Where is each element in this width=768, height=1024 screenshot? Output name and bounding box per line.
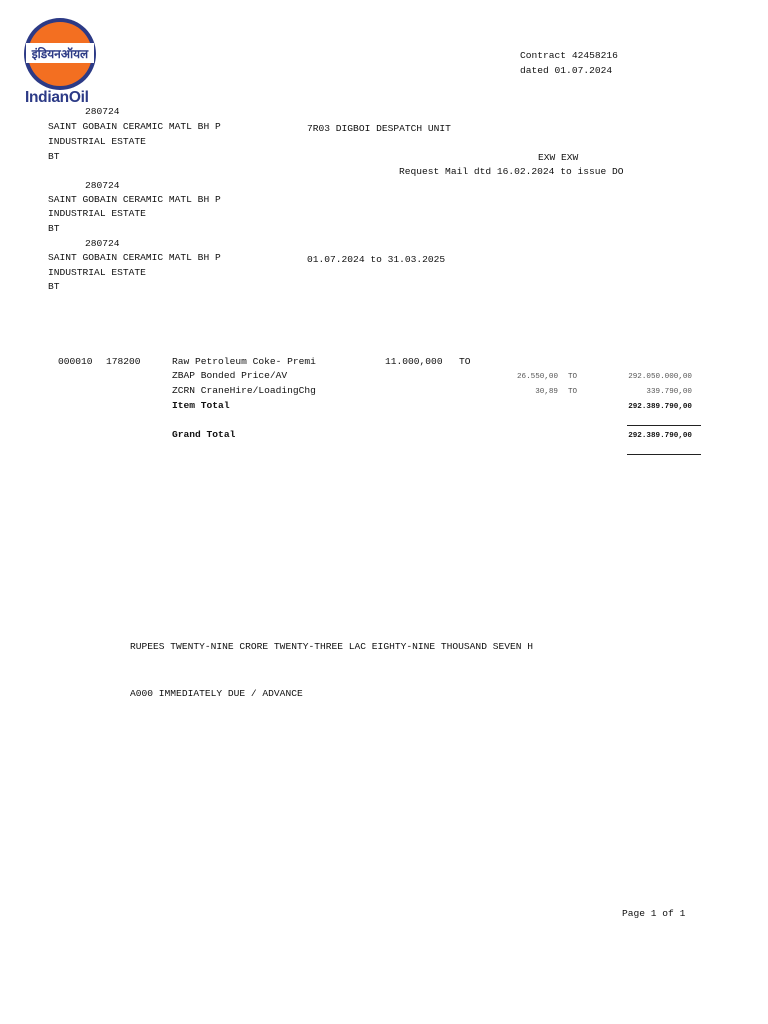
condition-rate: 26.550,00 [516,373,558,381]
party-1-address: INDUSTRIAL ESTATE [48,136,146,147]
item-quantity: 11.000,000 [385,356,443,367]
condition-unit: TO [568,388,578,396]
logo-hindi-text: इंडियनऑयल [31,47,89,61]
material-code: 178200 [106,356,141,367]
total-divider [627,425,701,426]
party-2-city: BT [48,223,60,234]
party-2-code: 280724 [85,180,120,191]
item-unit: TO [459,356,471,367]
condition-unit: TO [568,373,578,381]
party-1-code: 280724 [85,106,120,117]
grand-total-label: Grand Total [172,429,236,440]
condition-label: ZCRN CraneHire/LoadingChg [172,385,316,396]
validity-period: 01.07.2024 to 31.03.2025 [307,254,446,265]
grand-total-amount: 292.389.790,00 [628,432,692,440]
payment-terms: A000 IMMEDIATELY DUE / ADVANCE [130,688,303,699]
party-3-address: INDUSTRIAL ESTATE [48,267,146,278]
item-number: 000010 [58,356,93,367]
contract-number: Contract 42458216 [520,50,618,61]
party-3-name: SAINT GOBAIN CERAMIC MATL BH P [48,252,221,263]
item-total-label: Item Total [172,400,230,411]
condition-rate: 30,89 [535,388,558,396]
party-2-name: SAINT GOBAIN CERAMIC MATL BH P [48,194,221,205]
contract-date: dated 01.07.2024 [520,65,613,76]
item-description: Raw Petroleum Coke- Premi [172,356,316,367]
party-2-address: INDUSTRIAL ESTATE [48,208,146,219]
incoterms: EXW EXW [538,152,579,163]
party-3-code: 280724 [85,238,120,249]
amount-in-words: RUPEES TWENTY-NINE CRORE TWENTY-THREE LAC EIGHTY-NINE THOUSAND SEVEN H [130,641,534,652]
condition-label: ZBAP Bonded Price/AV [172,370,288,381]
condition-amount: 339.790,00 [646,388,692,396]
logo-wordmark: IndianOil [25,89,89,106]
condition-amount: 292.050.000,00 [628,373,692,381]
item-total-amount: 292.389.790,00 [628,403,692,411]
party-1-name: SAINT GOBAIN CERAMIC MATL BH P [48,121,221,132]
party-3-city: BT [48,281,60,292]
party-1-city: BT [48,151,60,162]
grand-total-underline [627,454,701,455]
plant-name: 7R03 DIGBOI DESPATCH UNIT [307,123,451,134]
page-number: Page 1 of 1 [622,908,686,919]
reference-text: Request Mail dtd 16.02.2024 to issue DO [399,166,624,177]
